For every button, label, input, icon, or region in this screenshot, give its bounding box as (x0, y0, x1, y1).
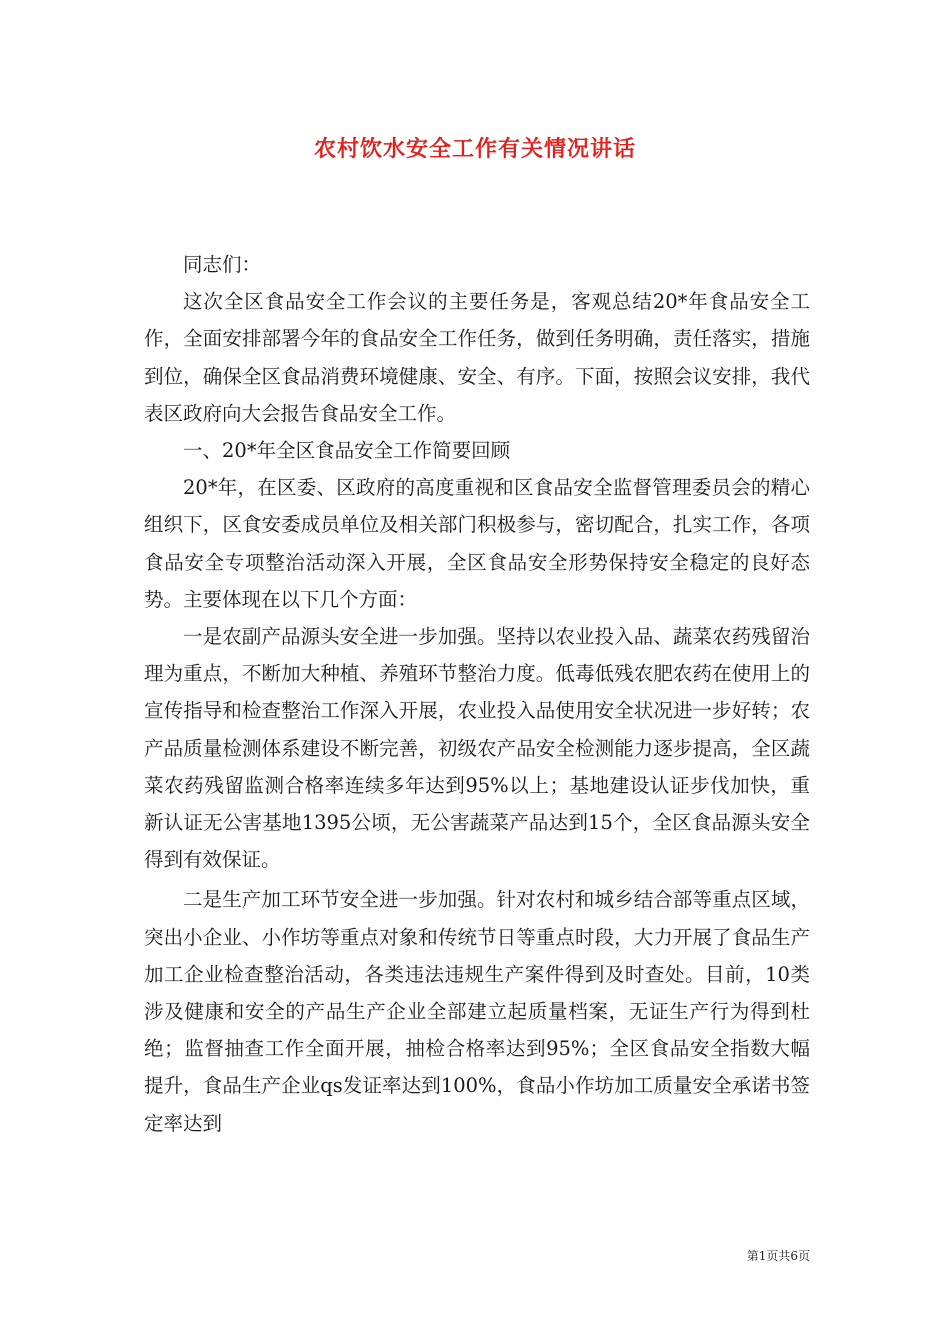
page-number: 第1页共6页 (746, 1249, 810, 1263)
paragraph-review: 20*年，在区委、区政府的高度重视和区食品安全监督管理委员会的精心组织下，区食安委成员单位及相关部门积极参与，密切配合，扎实工作，各项食品安全专项整治活动深入开展，全区食品安全形势保持安全稳定的良好态势。主要体现在以下几个方面： (144, 476, 810, 611)
paragraph-point-one: 一是农副产品源头安全进一步加强。坚持以农业投入品、蔬菜农药残留治理为重点，不断加大种植、养殖环节整治力度。低毒低残农肥农药在使用上的宣传指导和检查整治工作深入开展，农业投入品使用安全状况进一步好转；农产品质量检测体系建设不断完善，初级农产品安全检测能力逐步提高，全区蔬菜农药残留监测合格率连续多年达到95%以上；基地建设认证步伐加快，重新认证无公害基地1395公顷，无公害蔬菜产品达到15个，全区食品源头安全得到有效保证。 (144, 625, 810, 872)
section-heading: 一、20*年全区食品安全工作简要回顾 (183, 439, 511, 463)
paragraph-salutation: 同志们： (183, 253, 262, 276)
paragraph-intro: 这次全区食品安全工作会议的主要任务是，客观总结20*年食品安全工作，全面安排部署今年的食品安全工作任务，做到任务明确，责任落实，措施到位，确保全区食品消费环境健康、安全、有序。下面，按照会议安排，我代表区政府向大会报告食品安全工作。 (144, 290, 810, 425)
document-title: 农村饮水安全工作有关情况讲话 (313, 136, 636, 162)
paragraph-point-two: 二是生产加工环节安全进一步加强。针对农村和城乡结合部等重点区域，突出小企业、小作坊等重点对象和传统节日等重点时段，大力开展了食品生产加工企业检查整治活动，各类违法违规生产案件得到及时查处。目前，10类涉及健康和安全的产品生产企业全部建立起质量档案，无证生产行为得到杜绝；监督抽查工作全面开展，抽检合格率达到95%；全区食品安全指数大幅提升，食品生产企业qs发证率达到100%，食品小作坊加工质量安全承诺书签定率达到 (144, 888, 810, 1135)
document-body (144, 246, 810, 1142)
